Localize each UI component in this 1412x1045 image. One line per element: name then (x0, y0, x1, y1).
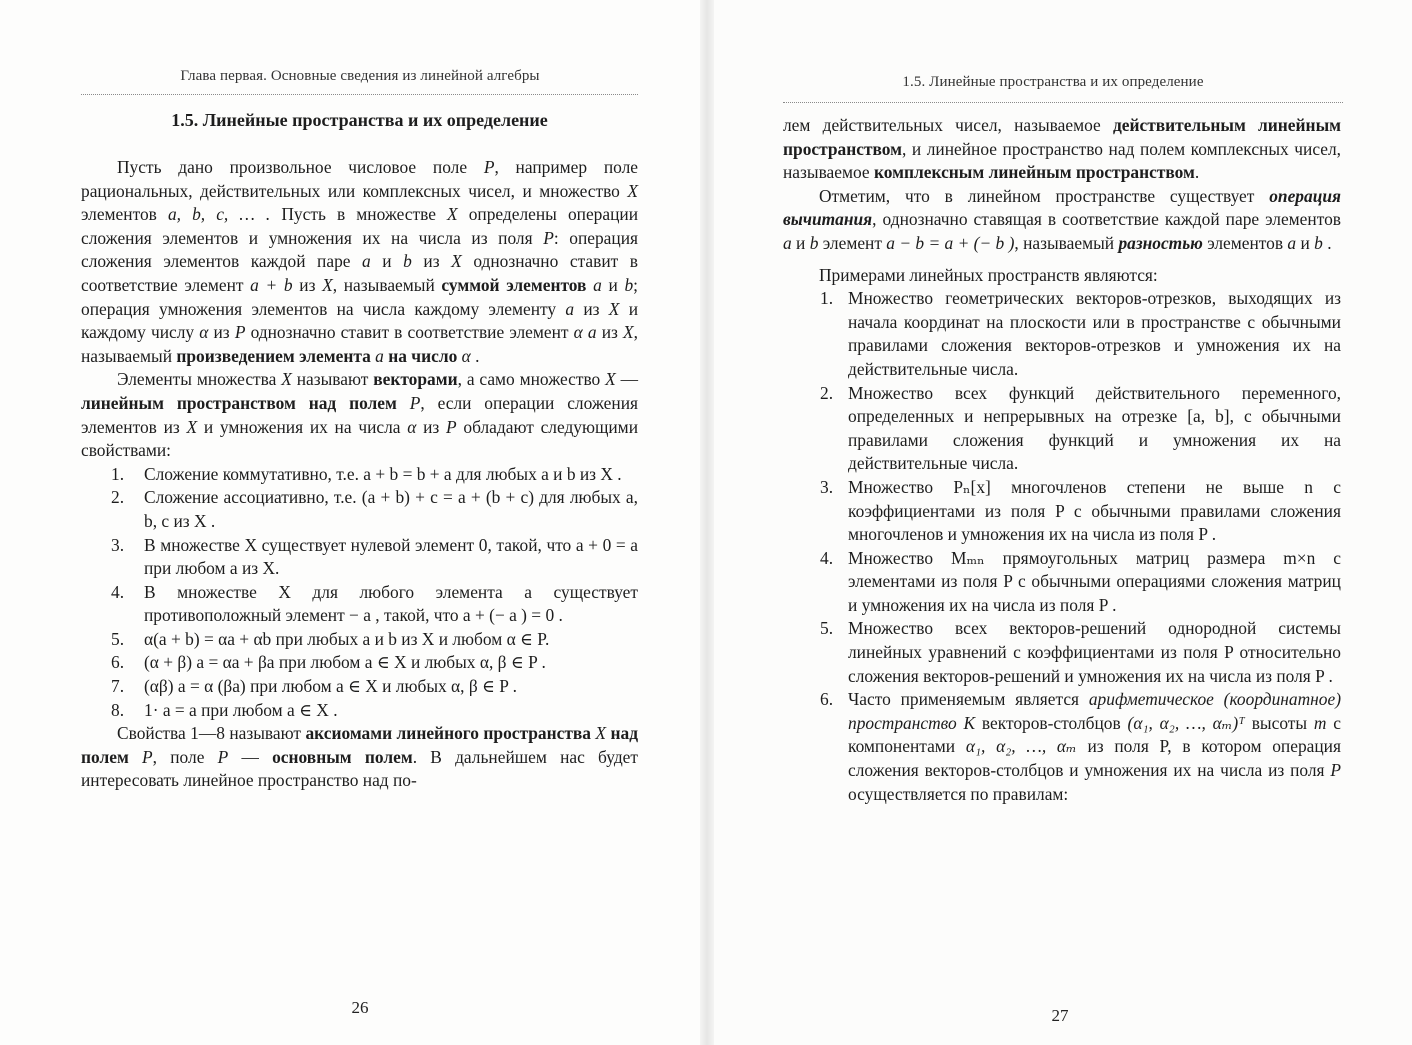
examples-list (783, 287, 1341, 806)
page-number: 27 (1051, 1006, 1069, 1025)
paragraph: Отметим, что в линейном пространстве существует операция вычитания, однозначно ставящая в соответствие каждой паре элементов a и b элемент a − b = a + (− b ), называемый разностью элементов a и b . (783, 185, 1341, 253)
axioms-list (81, 463, 638, 723)
list-item: 5. α(a + b) = αa + αb при любых a и b из X и любом α ∈ P. (111, 628, 550, 649)
list-item: 1. Сложение коммутативно, т.е. a + b = b + a для любых a и b из X . (111, 463, 622, 484)
paragraph: Элементы множества X называют векторами, а само множество X — линейным пространством над полем P, если операции сложения элементов из X и умножения их на числа α из P обладают следующими свойствами: (81, 369, 638, 461)
running-head: 1.5. Линейные пространства и их определение (902, 74, 1204, 90)
term-subtraction: операция вычитания (783, 185, 1341, 230)
term-sum: суммой элементов (441, 274, 587, 295)
right-page-body (783, 114, 1341, 806)
list-item: 5. Множество всех векторов-решений однородной системы линейных уравнений с коэффициентами из поля P относительно сложения векторов-решений и умножения их на числа из поля P . (820, 618, 1341, 686)
term-complex-space: комплексным линейным пространством (873, 162, 1195, 183)
paragraph: лем действительных чисел, называемое действительным линейным пространством, и линейное пространство над полем комплексных чисел, называемое комплексным линейным пространством. (783, 115, 1341, 183)
list-item: 3. Множество Pₙ[x] многочленов степени не выше n с коэффициентами из поля P с обычными правилами сложения многочленов и умножения их на числа из поля P . (820, 476, 1341, 545)
list-item: 2. Сложение ассоциативно, т.е. (a + b) + c = a + (b + c) для любых a, b, c из X . (111, 487, 638, 531)
term-product: произведением элемента (176, 345, 371, 366)
paragraph: Примерами линейных пространств являются: (819, 264, 1158, 285)
list-item: 4. В множестве X для любого элемента a существует противоположный элемент − a , такой, что a + (− a ) = 0 . (111, 581, 638, 626)
paragraph: Пусть дано произвольное числовое поле P, например поле рациональных, действительных или комплексных чисел, и множество X элементов a, b, c, … . Пусть в множестве X определены операции сложения элементов и умножения их на числа из поля P: операция сложения элементов каждой паре a и b из X однозначно ставит в соответствие элемент a + b из X, называемый суммой элементов a и b; операция умножения элементов на числа каждому элементу a из X и каждому числу α из P однозначно ставит в соответствие элемент α a из X, называемый произведением элемента a на число α . (81, 157, 639, 366)
section-title: 1.5. Линейные пространства и их определение (171, 110, 548, 130)
right-page (708, 0, 1412, 1045)
running-head: Глава первая. Основные сведения из линейной алгебры (180, 68, 540, 84)
running-head-rule (783, 102, 1343, 103)
term-difference: разностью (1118, 232, 1203, 253)
page-number: 26 (351, 998, 369, 1017)
list-item: 3. В множестве X существует нулевой элемент 0, такой, что a + 0 = a при любом a из X. (111, 534, 638, 579)
paragraph: Свойства 1—8 называют аксиомами линейного пространства X над полем P, поле P — основным полем. В дальнейшем нас будет интересовать линейное пространство над по- (81, 723, 639, 791)
term-vectors: векторами (373, 369, 458, 390)
list-item: 6. (α + β) a = αa + βa при любом a ∈ X и любых α, β ∈ P . (111, 652, 546, 673)
list-item: 8. 1· a = a при любом a ∈ X . (111, 699, 338, 720)
list-item: 4. Множество Mₘₙ прямоугольных матриц размера m×n с элементами из поля P с обычными операциями сложения матриц и умножения их на числа из поля P . (820, 547, 1341, 615)
list-item: 7. (αβ) a = α (βa) при любом a ∈ X и любых α, β ∈ P . (111, 676, 517, 697)
running-head-rule (81, 94, 638, 95)
list-item: 6. Часто применяемым является арифметическое (координатное) пространство K векторов-столбцов (α₁, α₂, …, αₘ)ᵀ высоты m с компонентами α₁, α₂, …, αₘ из поля P, в котором операция сложения векторов-столбцов и умножения их на числа из поля P осуществляется по правилам: (820, 689, 1341, 804)
term-arithmetic-space: арифметическое (координатное) пространство (848, 689, 1341, 733)
left-page-body (81, 108, 638, 793)
term-linear-space: линейным пространством над полем (81, 392, 397, 413)
list-item: 1. Множество геометрических векторов-отрезков, выходящих из начала координат на плоскости или в пространстве с обычными правилами сложения векторов-отрезков и умножения их на действительные числа. (820, 288, 1341, 379)
term-real-space: действительным линейным пространством (783, 115, 1341, 159)
book-gutter (700, 0, 714, 1045)
list-item: 2. Множество всех функций действительного переменного, определенных и непрерывных на отрезке [a, b], с обычными правилами сложения функций и умножения их на действительные числа. (820, 382, 1341, 474)
term-axioms: аксиомами линейного пространства (305, 723, 591, 744)
term-main-field: основным полем (272, 746, 413, 767)
